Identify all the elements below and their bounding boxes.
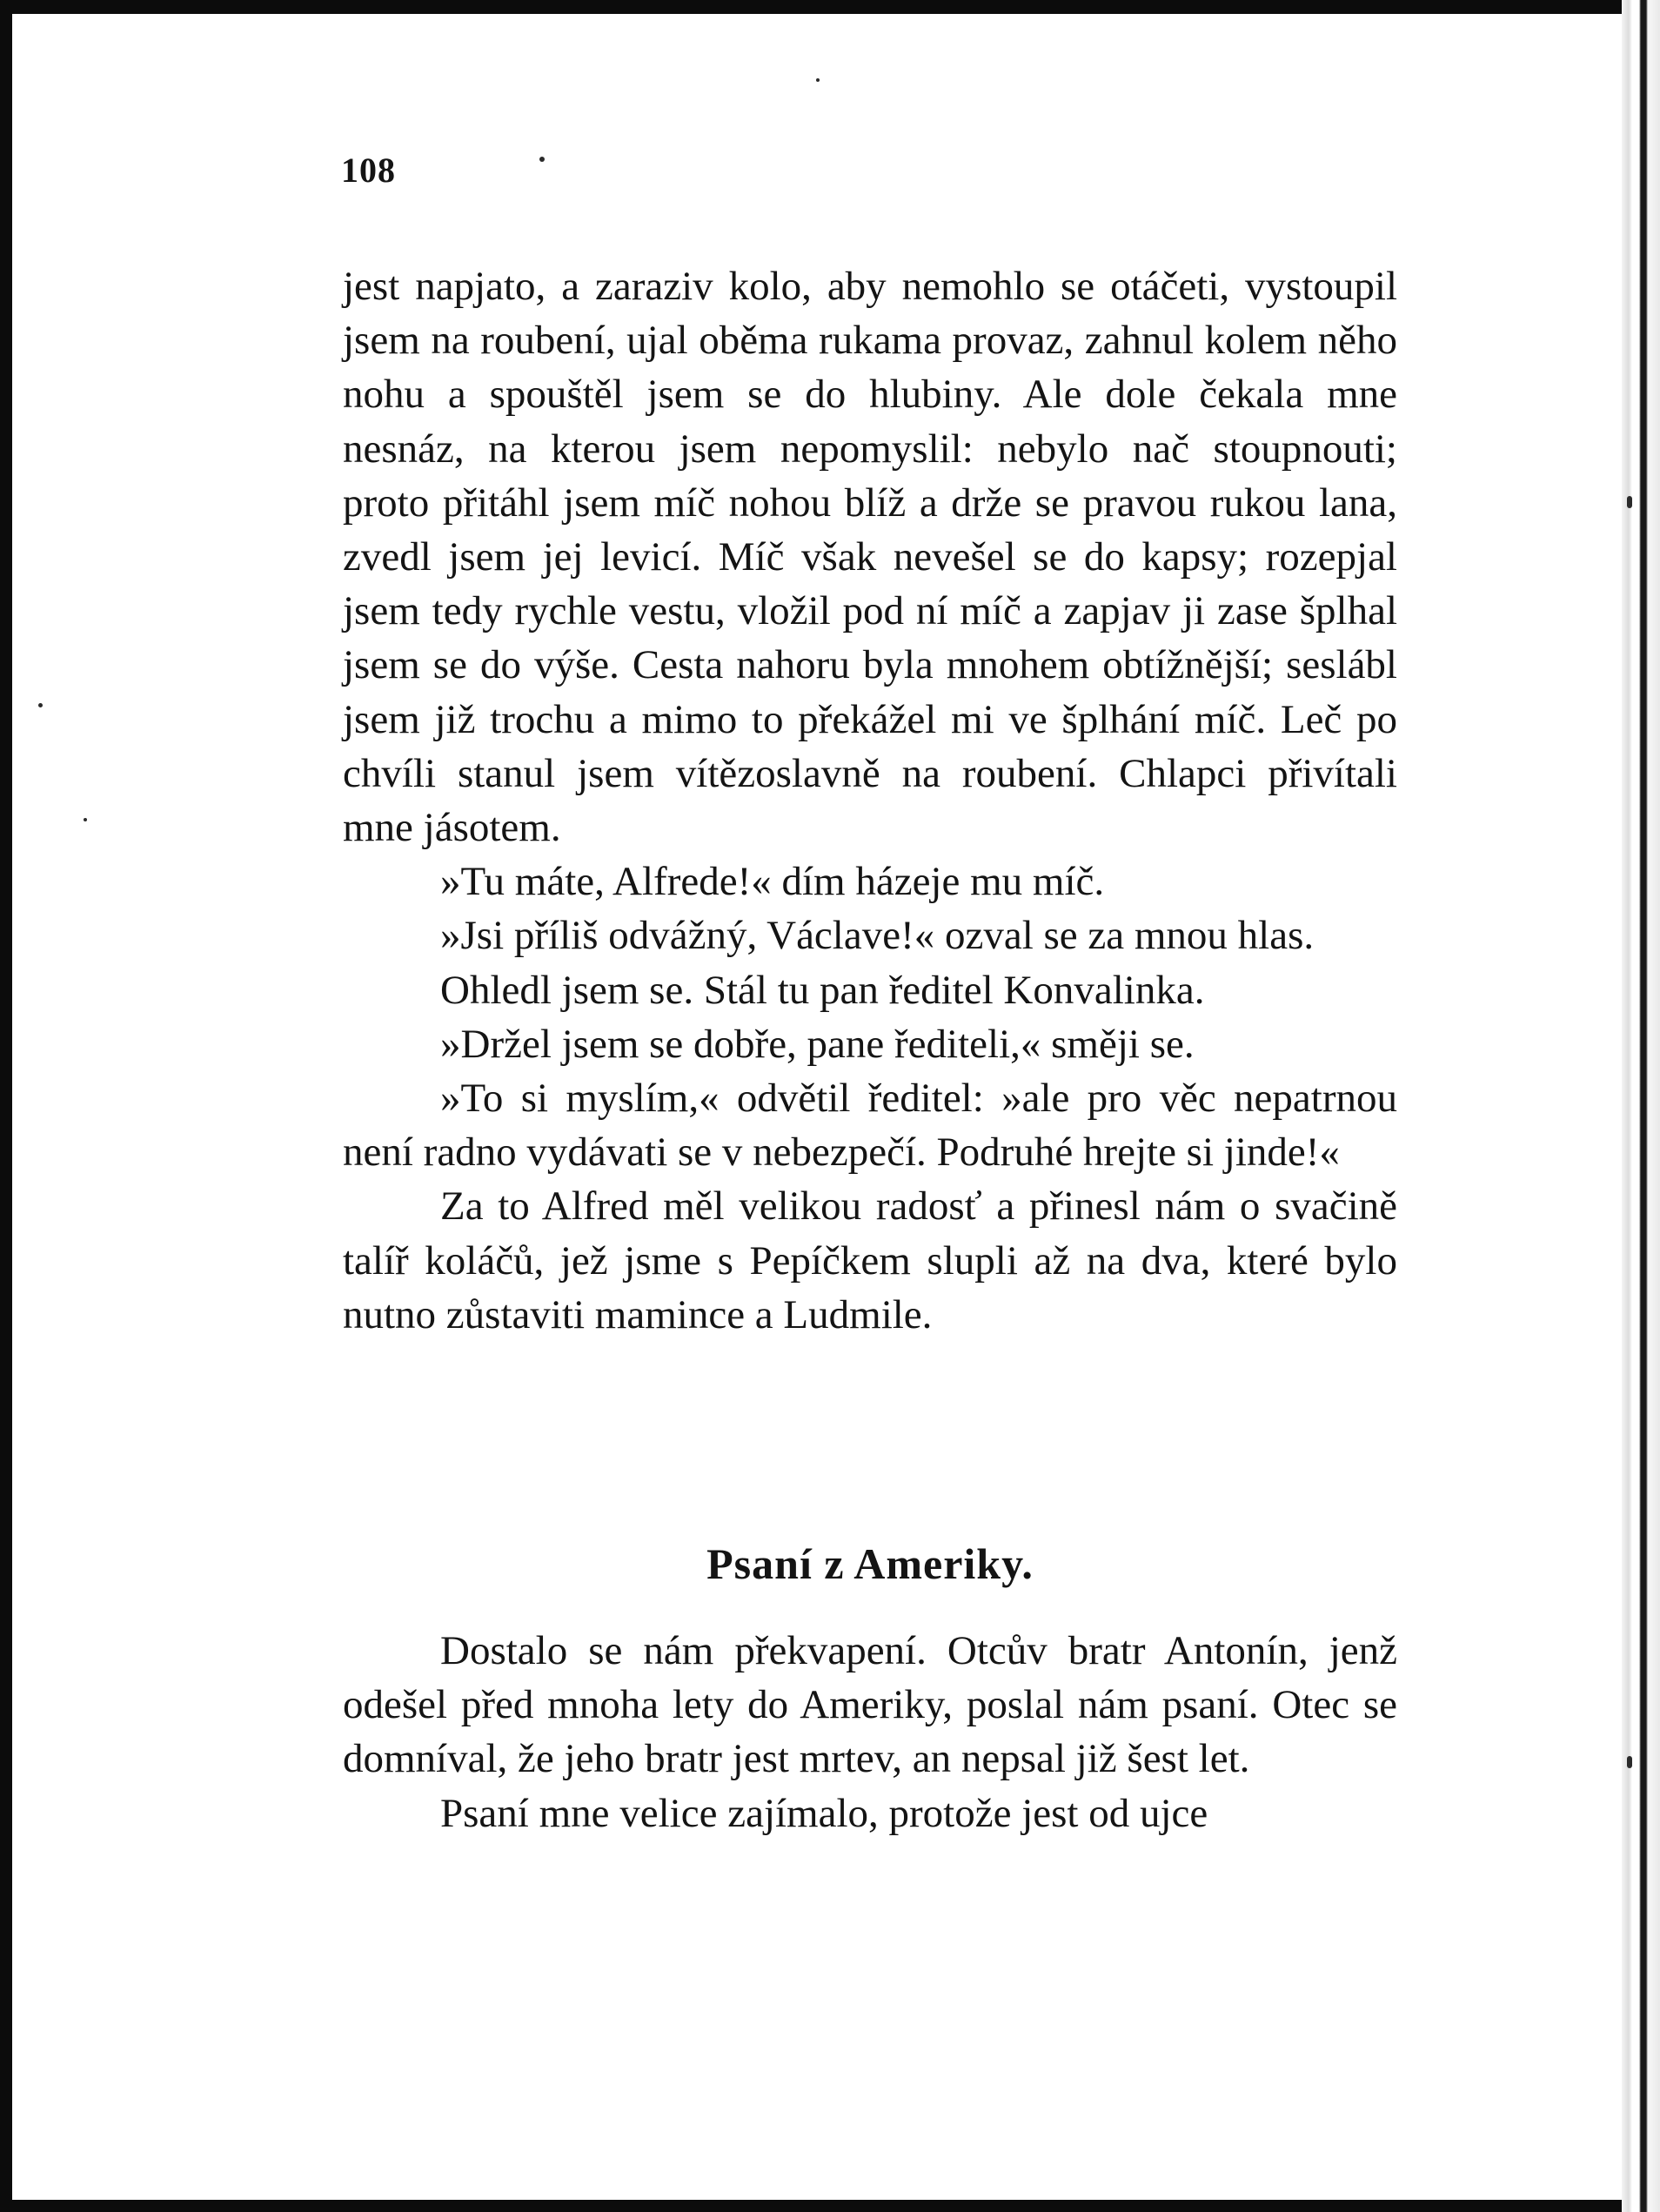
- scan-speck: [38, 703, 43, 707]
- paragraph: jest napjato, a zaraziv kolo, aby nemohlo se otáčeti, vystoupil jsem na roubení, ujal oběma rukama provaz, zahnul kolem něho nohu a spouštěl jsem se do hlubiny. Ale dole čekala mne nesnáz, na kterou jsem nepomyslil: nebylo nač stoupnouti; proto přitáhl jsem míč nohou blíž a drže se pravou rukou lana, zvedl jsem jej levicí. Míč však nevešel se do kapsy; rozepjal jsem tedy rychle vestu, vložil pod ní míč a zapjav ji zase šplhal jsem se do výše. Cesta nahoru byla mnohem obtížnější; seslábl jsem již trochu a mimo to překážel mi ve šplhání míč. Leč po chvíli stanul jsem vítězoslavně na roubení. Chlapci přivítali mne jásotem.: [343, 264, 1397, 851]
- paragraph: »Tu máte, Alfrede!« dím házeje mu míč.: [440, 859, 1105, 905]
- scan-speck: [1627, 1756, 1632, 1768]
- body-text: [343, 259, 1397, 1342]
- section-heading: Psaní z Ameriky.: [706, 1539, 1034, 1588]
- scan-speck: [1627, 496, 1632, 508]
- paragraph: Za to Alfred měl velikou radosť a přinesl nám o svačině talíř koláčů, jež jsme s Pepíčkem slupli až na dva, které bylo nutno zůstaviti mamince a Ludmile.: [343, 1183, 1397, 1337]
- paragraph: Ohledl jsem se. Stál tu pan ředitel Konvalinka.: [440, 967, 1205, 1013]
- paragraph: »Držel jsem se dobře, pane řediteli,« směji se.: [440, 1021, 1195, 1067]
- book-edge: [1622, 0, 1660, 2212]
- paragraph: »To si myslím,« odvětil ředitel: »ale pro věc nepatrnou není radno vydávati se v nebezpečí. Podruhé hrejte si jinde!«: [343, 1076, 1397, 1176]
- scan-speck: [816, 78, 820, 82]
- paragraph: »Jsi příliš odvážný, Václave!« ozval se za mnou hlas.: [440, 913, 1315, 959]
- paragraph: Psaní mne velice zajímalo, protože jest od ujce: [440, 1790, 1208, 1836]
- scan-speck: [84, 818, 87, 821]
- page-number: 108: [341, 151, 396, 190]
- body-text-2: [343, 1624, 1397, 1840]
- scan-speck: [539, 157, 545, 162]
- paragraph: Dostalo se nám překvapení. Otcův bratr Antonín, jenž odešel před mnoha lety do Ameriky, poslal nám psaní. Otec se domníval, že jeho bratr jest mrtev, an nepsal již šest let.: [343, 1628, 1397, 1782]
